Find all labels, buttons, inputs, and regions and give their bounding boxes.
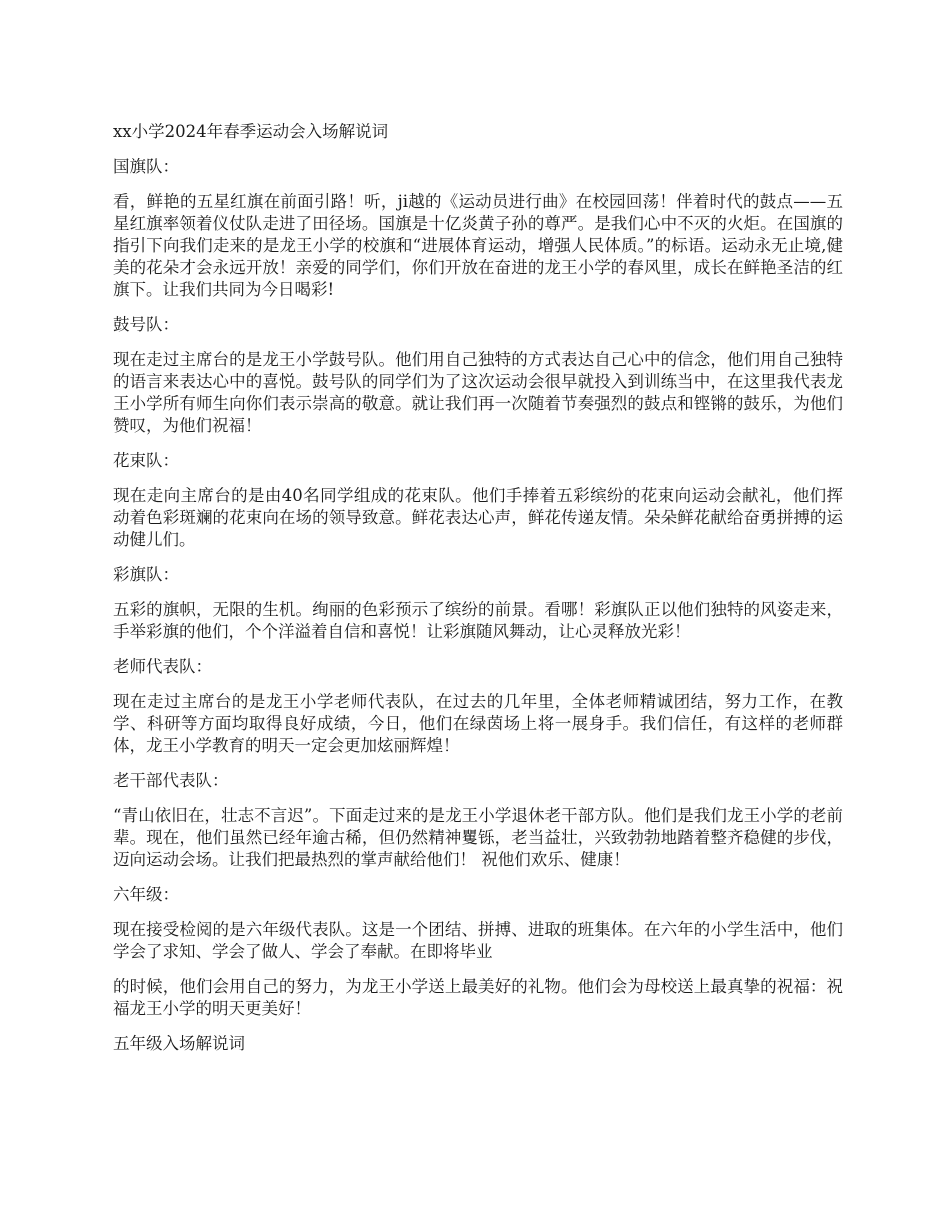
section-paragraph: 现在接受检阅的是六年级代表队。这是一个团结、拼搏、进取的班集体。在六年的小学生活中，他们学会了求知、学会了做人、学会了奉献。在即将毕业 [113, 920, 843, 961]
section-heading: 彩旗队： [113, 565, 179, 584]
document-page [113, 121, 843, 1068]
section-heading: 老师代表队： [113, 657, 212, 676]
section-paragraph: “青山依旧在，壮志不言迟”。下面走过来的是龙王小学退休老干部方队。他们是我们龙王小学的老前辈。现在，他们虽然已经年逾古稀，但仍然精神矍铄，老当益壮，兴致勃勃地踏着整齐稳健的步伐，迈向运动会场。让我们把最热烈的掌声献给他们！ 祝他们欢乐、健康！ [113, 806, 843, 869]
section-retired-cadre-team [113, 770, 843, 871]
section-heading: 五年级入场解说词 [113, 1034, 245, 1053]
section-grade-six [113, 884, 843, 1020]
section-color-flag-team [113, 564, 843, 643]
section-heading: 老干部代表队： [113, 771, 229, 790]
section-grade-five [113, 1033, 843, 1055]
section-national-flag [113, 156, 843, 301]
section-paragraph: 现在走向主席台的是由40名同学组成的花束队。他们手捧着五彩缤纷的花束向运动会献礼，他们挥动着色彩斑斓的花束向在场的领导致意。鲜花表达心声，鲜花传递友情。朵朵鲜花献给奋勇拼搏的运动健儿们。 [113, 486, 843, 549]
section-paragraph: 五彩的旗帜，无限的生机。绚丽的色彩预示了缤纷的前景。看哪！彩旗队正以他们独特的风姿走来，手举彩旗的他们，个个洋溢着自信和喜悦！让彩旗随风舞动，让心灵释放光彩！ [113, 600, 843, 641]
section-heading: 鼓号队： [113, 315, 179, 334]
section-paragraph: 看，鲜艳的五星红旗在前面引路！听，ji越的《运动员进行曲》在校园回荡！伴着时代的鼓点——五星红旗率领着仪仗队走进了田径场。国旗是十亿炎黄子孙的尊严。是我们心中不灭的火炬。在国旗的指引下向我们走来的是龙王小学的校旗和“进展体育运动，增强人民体质。”的标语。运动永无止境,健美的花朵才会永远开放！亲爱的同学们，你们开放在奋进的龙王小学的春风里，成长在鲜艳圣洁的红旗下。让我们共同为今日喝彩! [113, 192, 843, 299]
section-heading: 花束队： [113, 451, 179, 470]
section-paragraph: 现在走过主席台的是龙王小学鼓号队。他们用自己独特的方式表达自己心中的信念，他们用自己独特的语言来表达心中的喜悦。鼓号队的同学们为了这次运动会很早就投入到训练当中，在这里我代表龙王小学所有师生向你们表示崇高的敬意。就让我们再一次随着节奏强烈的鼓点和铿锵的鼓乐，为他们赞叹，为他们祝福！ [113, 350, 843, 435]
section-teacher-team [113, 656, 843, 757]
section-paragraph: 的时候，他们会用自己的努力，为龙王小学送上最美好的礼物。他们会为母校送上最真挚的祝福：祝福龙王小学的明天更美好！ [113, 977, 843, 1018]
section-heading: 六年级： [113, 885, 179, 904]
section-flower-team [113, 450, 843, 551]
section-drum-band [113, 314, 843, 437]
document-title: xx小学2024年春季运动会入场解说词 [113, 122, 389, 141]
section-heading: 国旗队： [113, 157, 179, 176]
section-paragraph: 现在走过主席台的是龙王小学老师代表队，在过去的几年里，全体老师精诚团结，努力工作，在教学、科研等方面均取得良好成绩，今日，他们在绿茵场上将一展身手。我们信任，有这样的老师群体，龙王小学教育的明天一定会更加炫丽辉煌！ [113, 692, 843, 755]
